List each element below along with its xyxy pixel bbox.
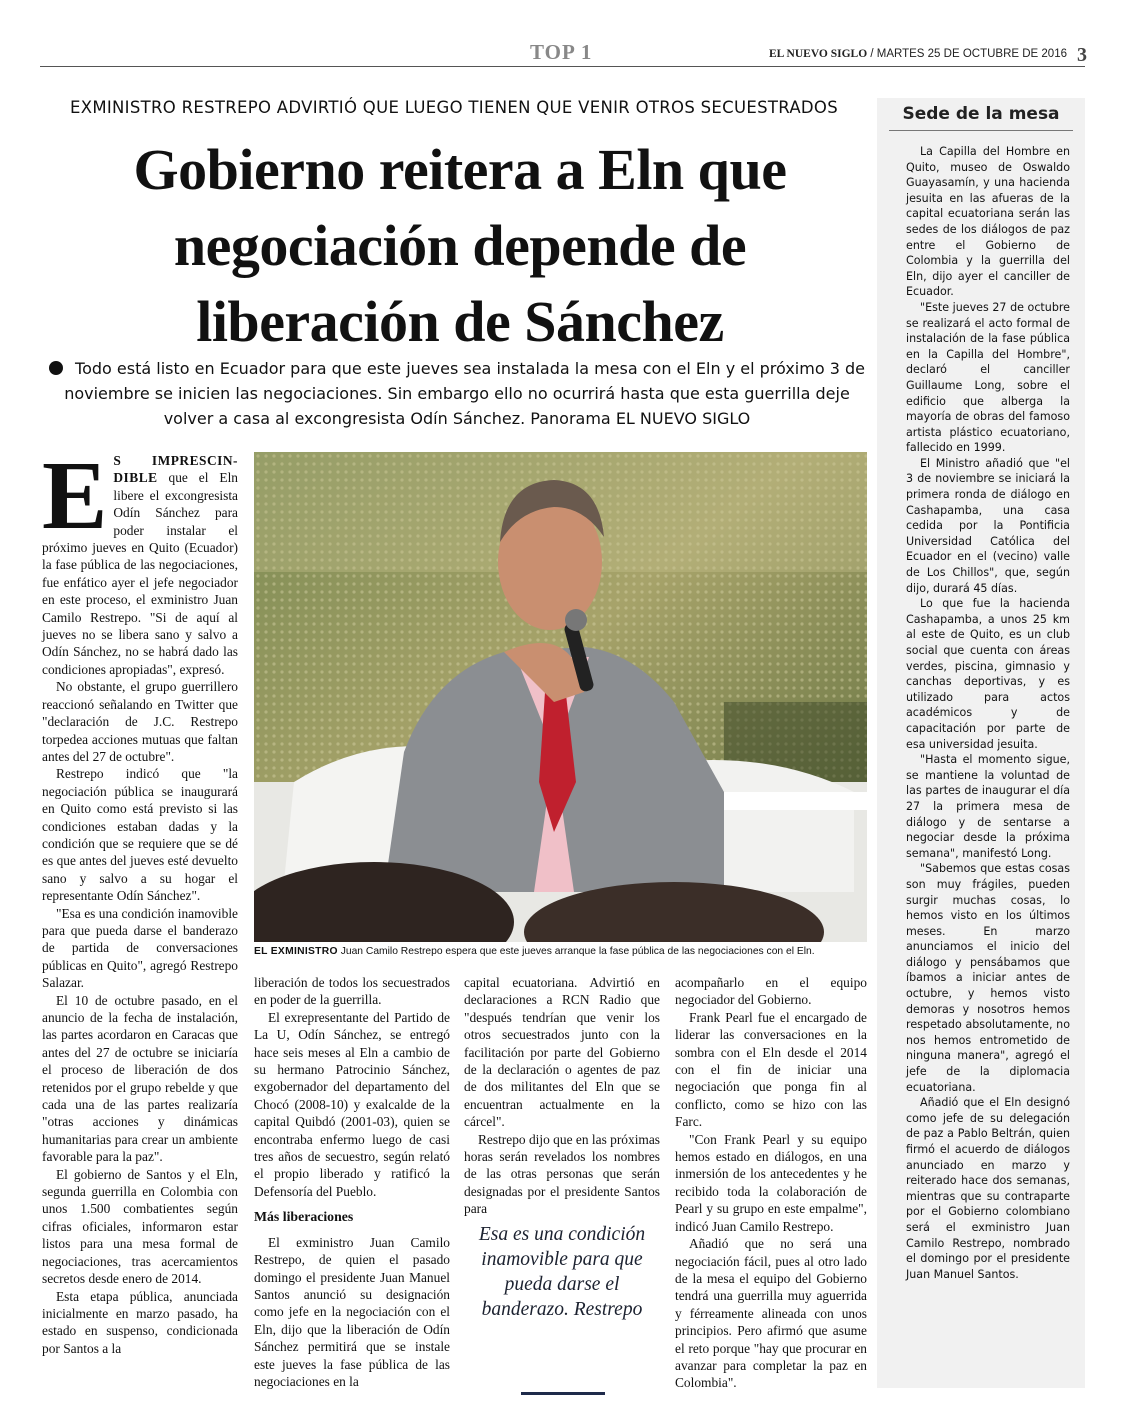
kicker: EXMINISTRO RESTREPO ADVIRTIÓ QUE LUEGO TIENEN QUE VENIR OTROS SECUESTRADOS [70,98,838,117]
sidebar-box [877,98,1085,1388]
paper-info [769,48,1067,60]
lead-paragraph [48,356,866,431]
paragraph: Restrepo dijo que en las próximas horas serán revelados los nombres de las otras personas que serán designadas por el presidente Santos para [464,1131,660,1217]
paragraph: El 10 de octubre pasado, en el anuncio de la fecha de instalación, las partes acordaron en Caracas que antes del 27 de octubre se iniciaría el proceso de liberación de dos retenidos por el grupo rebelde y que cada una de las partes realizaría "otras acciones y dinámicas humanitarias para crear un ambiente favorable para la paz". [42,992,238,1165]
article-column-1 [42,442,238,1357]
article-column-4 [675,974,867,1392]
paragraph: Esta etapa pública, anunciada inicialmente en marzo pasado, ha estado en suspenso, condicionada por Santos a la [42,1288,238,1356]
sidebar-paragraph: El Ministro añadió que "el 3 de noviembre se iniciará la primera ronda de diálogo en Cashapamba, una casa cedida por la Pontificia Universidad Católica del Ecuador en el (vecino) valle de Los Chillos", que, según dijo, durará 45 días. [906,456,1070,595]
sidebar-paragraph: La Capilla del Hombre en Quito, museo de Oswaldo Guayasamín, y una hacienda jesuita en las afueras de la capital ecuatoriana serán las sedes de los diálogos de paz entre el Gobierno de Colombia y la guerrilla del Eln, dijo ayer el canciller de Ecuador. [906,145,1070,299]
drop-cap: E [42,442,108,550]
paragraph: acompañarlo en el equipo negociador del Gobierno. [675,975,867,1008]
headline-line-2: negociación depende de [173,213,747,278]
article-column-2 [254,974,450,1390]
paragraph: "Esa es una condición inamovible para que pueda darse el banderazo de partida de conversaciones públicas en Quito", agregó Restrepo Salazar. [42,905,238,991]
caption-text: Juan Camilo Restrepo espera que este jueves arranque la fase pública de las negociaciones con el Eln. [340,946,815,957]
sidebar-paragraph: "Hasta el momento sigue, se mantiene la voluntad de las partes de inaugurar el día 27 la primera mesa de diálogo y de sentarse a negociar desde la próxima semana", manifestó Long. [906,753,1070,860]
opening-caps: S IMPRESCIN-DIBLE [113,453,238,486]
lead-text: Todo está listo en Ecuador para que este jueves sea instalada la mesa con el Eln y el próximo 3 de noviembre se inicien las negociaciones. Sin embargo ello no ocurrirá hasta que esta guerrilla deje volver a casa al excongresista Odín Sánchez. Panorama EL NUEVO SIGLO [64,359,865,428]
section-label: TOP 1 [530,40,593,64]
paragraph: Restrepo indicó que "la negociación pública se inaugurará en Quito como está previsto si las condiciones estaban dadas y la condición que se requiere que se dé es que antes del jueves esté devuelto sano y salvo a su hogar el representante Odín Sánchez". [42,766,238,904]
paragraph: No obstante, el grupo guerrillero reaccionó señalando en Twitter que "declaración de J.C. Restrepo torpedea acciones mutuas que faltan antes del 27 de octubre". [42,679,238,764]
photo-illustration [254,452,867,942]
article-photo [254,452,867,942]
page-number: 3 [1077,44,1087,66]
paragraph: liberación de todos los secuestrados en poder de la guerrilla. [254,975,450,1008]
caption-label: EL EXMINISTRO [254,946,338,957]
article-column-3 [464,974,660,1218]
headline [60,132,860,360]
paragraph-text: que el Eln libere el excongresista Odín Sánchez para poder instalar el próximo jueves en Quito (Ecuador) la fase pública de las negociaciones, fue enfático ayer el jefe negociador en este proceso, el exministro Juan Camilo Restrepo. "Si de aquí al jueves no se libera sano y salvo a Odín Sánchez, no se habrá dado las condiciones apropiadas", expresó. [42,470,238,677]
headline-line-3: liberación de Sánchez [196,289,724,354]
sidebar-paragraph: "Sabemos que estas cosas son muy frágiles, pueden surgir muchas cosas, lo hemos visto en los últimos meses. En marzo anunciamos el inicio del diálogo y pensábamos que íbamos a iniciar antes de octubre, y hemos visto demoras y nosotros hemos respetado absolutamente, no nos hemos entrometido de ninguna manera", agregó el jefe de la diplomacia ecuatoriana. [906,862,1070,1094]
sidebar-paragraph: Lo que fue la hacienda Cashapamba, a unos 25 km al este de Quito, es un club social que cuenta con áreas verdes, piscina, gimnasio y canchas deportivas, y es utilizado para actos académicos y de capacitación por parte de esa universidad jesuita. [906,597,1070,751]
sidebar-body [906,144,1070,1282]
subhead: Más liberaciones [254,1209,354,1225]
sidebar-title: Sede de la mesa [889,104,1073,131]
sidebar-paragraph: Añadió que el Eln designó como jefe de su delegación de paz a Pablo Beltrán, quien firmó el acuerdo de diálogos anunciado en marzo y reiterado hace dos semanas, mientras que su contraparte por el Gobierno colombiano será el exministro Juan Camilo Restrepo, nombrado el domingo por el presidente Juan Manuel Santos. [906,1096,1070,1281]
photo-caption [254,946,867,957]
pull-quote: Esa es una condición inamovible para que pueda darse el banderazo. Restrepo [478,1224,646,1320]
paragraph: Frank Pearl fue el encargado de liderar las conversaciones en la sombra con el Eln desde el 2014 con el fin de iniciar una negociación que ponga fin al conflicto, como se hizo con las Farc. [675,1009,867,1130]
bullet-icon [49,361,63,375]
pull-quote-rule [521,1392,605,1395]
sidebar-paragraph: "Este jueves 27 de octubre se realizará el acto formal de instalación de la fase pública en la Capilla del Hombre", declaró el canciller Guillaume Long, sobre el edificio que alberga la mayoría de obras del famoso artista plástico ecuatoriano, fallecido en 1999. [906,300,1070,455]
paragraph: El gobierno de Santos y el Eln, segunda guerrilla en Colombia con unos 1.500 combatientes según cifras oficiales, informaron estar listos para una mesa formal de negociaciones, tras acercamientos secretos desde enero de 2014. [42,1166,238,1287]
paragraph: El exrepresentante del Partido de La U, Odín Sánchez, se entregó hace seis meses al Eln a cambio de su hermano Patrocinio Sánchez, exgobernador del departamento del Chocó (2008-10) y exalcalde de la capital Quibdó (2001-03), quien se encontraba enfermo luego de casi tres años de secuestro, según relató el propio liberado y ratificó la Defensoría del Pueblo. [254,1009,450,1199]
paper-name: EL NUEVO SIGLO [768,48,868,60]
paragraph: "Con Frank Pearl y su equipo hemos estado en diálogos, en una inmersión de los antecedentes y he recibido toda la colaboración de Pearl y su grupo en este empalme", indicó Juan Camilo Restrepo. [675,1131,867,1234]
paragraph: capital ecuatoriana. Advirtió en declaraciones a RCN Radio que "después tendrían que venir los otros secuestrados junto con la facilitación por parte del Gobierno de la declaración o agentes de paz de dos militantes del Eln que se encuentran actualmente en la cárcel". [464,975,660,1130]
paragraph: Añadió que no será una negociación fácil, pues al otro lado de la mesa el equipo del Gobierno tendrá una guerrilla muy aguerrida y férreamente alineada con unos principios. Pero afirmó que asume el reto porque "hay que procurar en avanzar para completar la paz en Colombia". [675,1236,867,1391]
first-paragraph [42,442,238,678]
paragraph: El exministro Juan Camilo Restrepo, de quien el pasado domingo el presidente Juan Manuel Santos anunció su designación como jefe en la negociación con el Eln, dijo que la liberación de Odín Sánchez permitirá que se instale este jueves la fase pública de las negociaciones en la [254,1234,450,1389]
headline-line-1: Gobierno reitera a Eln que [133,137,787,202]
issue-date: / MARTES 25 DE OCTUBRE DE 2016 [870,48,1067,60]
